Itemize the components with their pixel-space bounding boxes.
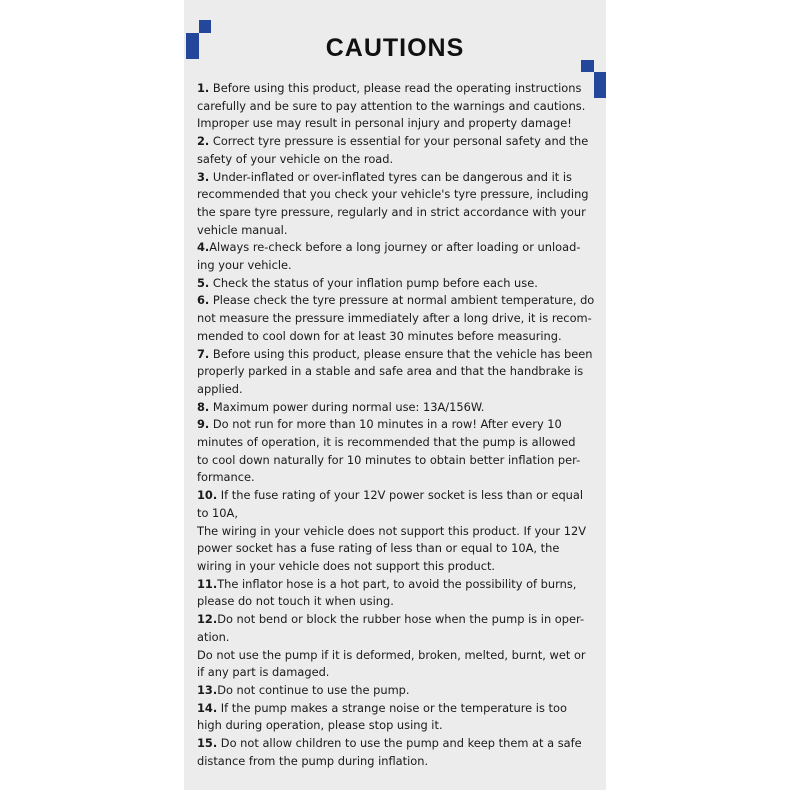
caution-line	[197, 717, 597, 735]
caution-line	[197, 169, 597, 187]
caution-line	[197, 310, 597, 328]
caution-line	[197, 363, 597, 381]
caution-number: 13.	[197, 682, 218, 697]
caution-number: 4.	[197, 240, 210, 255]
caution-text: Do not run for more than 10 minutes in a row! After every 10	[209, 417, 562, 432]
caution-line	[197, 469, 597, 487]
caution-text: Maximum power during normal use: 13A/156W.	[209, 399, 485, 414]
caution-text: please do not touch it when using.	[197, 594, 394, 609]
caution-line	[197, 753, 597, 771]
caution-line	[197, 735, 597, 753]
decor-square	[199, 20, 211, 33]
caution-number: 5.	[197, 275, 210, 290]
caution-number: 12.	[197, 612, 218, 627]
caution-line	[197, 647, 597, 665]
caution-number: 1.	[197, 81, 210, 95]
caution-number: 9.	[197, 417, 210, 432]
caution-text: carefully and be sure to pay attention to the warnings and cautions.	[197, 98, 586, 113]
caution-line	[197, 399, 597, 417]
caution-line	[197, 346, 597, 364]
caution-number: 14.	[197, 700, 218, 715]
caution-number: 10.	[197, 488, 218, 503]
caution-text: wiring in your vehicle does not support this product.	[197, 558, 496, 573]
caution-line	[197, 682, 597, 700]
caution-line	[197, 487, 597, 505]
caution-line	[197, 381, 597, 399]
caution-line	[197, 523, 597, 541]
caution-text: distance from the pump during inflation.	[197, 753, 429, 768]
caution-line	[197, 452, 597, 470]
caution-line	[197, 204, 597, 222]
caution-text: ing your vehicle.	[197, 258, 292, 273]
caution-line	[197, 133, 597, 151]
caution-text: Do not use the pump if it is deformed, broken, melted, burnt, wet or	[197, 647, 586, 662]
caution-text: not measure the pressure immediately after a long drive, it is recom-	[197, 311, 592, 326]
caution-text: If the pump makes a strange noise or the temperature is too	[217, 700, 567, 715]
caution-line	[197, 275, 597, 293]
caution-text: If the fuse rating of your 12V power socket is less than or equal	[217, 488, 584, 503]
caution-line	[197, 416, 597, 434]
caution-text: Please check the tyre pressure at normal ambient temperature, do	[209, 293, 595, 308]
caution-number: 3.	[197, 169, 210, 184]
caution-line	[197, 257, 597, 275]
caution-text: Check the status of your inflation pump before each use.	[209, 275, 538, 290]
caution-text: if any part is damaged.	[197, 665, 330, 680]
caution-text: Under-inflated or over-inflated tyres can be dangerous and it is	[209, 169, 572, 184]
caution-line	[197, 151, 597, 169]
caution-text: safety of your vehicle on the road.	[197, 151, 394, 166]
caution-line	[197, 540, 597, 558]
caution-text: formance.	[197, 470, 255, 485]
caution-text: the spare tyre pressure, regularly and in strict accordance with your	[197, 204, 586, 219]
caution-text: Do not bend or block the rubber hose when the pump is in oper-	[217, 612, 585, 627]
caution-number: 2.	[197, 134, 210, 149]
caution-number: 8.	[197, 399, 210, 414]
caution-line	[197, 434, 597, 452]
caution-text: Do not continue to use the pump.	[217, 682, 410, 697]
caution-text: mended to cool down for at least 30 minutes before measuring.	[197, 328, 562, 343]
caution-number: 15.	[197, 736, 218, 751]
caution-text: high during operation, please stop using it.	[197, 718, 443, 733]
caution-text: The wiring in your vehicle does not support this product. If your 12V	[197, 523, 586, 538]
caution-text: to cool down naturally for 10 minutes to obtain better inflation per-	[197, 452, 581, 467]
caution-line	[197, 664, 597, 682]
caution-text: to 10A,	[197, 505, 238, 520]
caution-line	[197, 505, 597, 523]
caution-text: Always re-check before a long journey or after loading or unload-	[209, 240, 581, 255]
caution-text: Do not allow children to use the pump and keep them at a safe	[217, 736, 582, 751]
caution-line	[197, 700, 597, 718]
caution-line	[197, 239, 597, 257]
caution-line	[197, 629, 597, 647]
page-title: CAUTIONS	[325, 34, 465, 62]
caution-text: Correct tyre pressure is essential for your personal safety and the	[209, 134, 589, 149]
caution-line	[197, 80, 597, 98]
caution-line	[197, 186, 597, 204]
cautions-list	[197, 80, 597, 770]
caution-line	[197, 576, 597, 594]
caution-line	[197, 292, 597, 310]
caution-text: Improper use may result in personal injury and property damage!	[197, 116, 572, 131]
caution-line	[197, 98, 597, 116]
caution-text: Before using this product, please ensure that the vehicle has been	[209, 346, 593, 361]
caution-number: 11.	[197, 576, 218, 591]
caution-number: 6.	[197, 293, 210, 308]
caution-number: 7.	[197, 346, 210, 361]
caution-line	[197, 558, 597, 576]
caution-line	[197, 328, 597, 346]
caution-text: The inflator hose is a hot part, to avoid the possibility of burns,	[217, 576, 577, 591]
caution-line	[197, 593, 597, 611]
caution-text: power socket has a fuse rating of less than or equal to 10A, the	[197, 541, 560, 556]
caution-text: ation.	[197, 629, 230, 644]
caution-text: vehicle manual.	[197, 222, 288, 237]
caution-text: recommended that you check your vehicle's tyre pressure, including	[197, 187, 589, 202]
caution-line	[197, 115, 597, 133]
caution-text: Before using this product, please read the operating instructions	[209, 81, 582, 95]
caution-text: applied.	[197, 381, 243, 396]
caution-line	[197, 611, 597, 629]
caution-line	[197, 222, 597, 240]
caution-text: minutes of operation, it is recommended that the pump is allowed	[197, 435, 576, 450]
caution-text: properly parked in a stable and safe area and that the handbrake is	[197, 364, 584, 379]
